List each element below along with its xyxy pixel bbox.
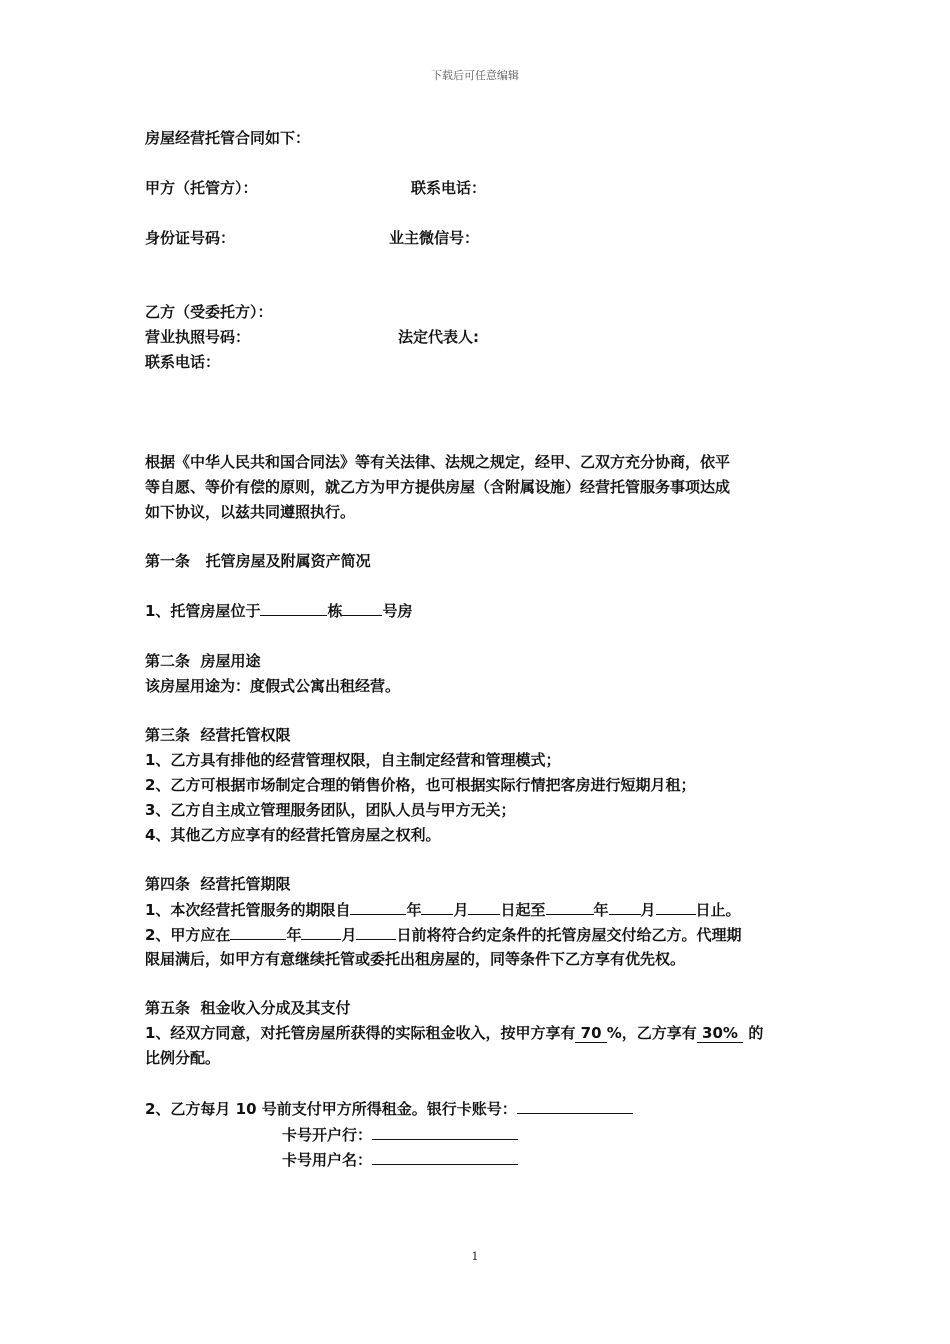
bank-name-row [282,1124,518,1145]
preamble-line: 根据《中华人民共和国合同法》等有关法律、法规之规定，经甲、乙双方充分协商，依平 [145,453,731,471]
preamble-line: 等自愿、等价有偿的原则，就乙方为甲方提供房屋（含附属设施）经营托管服务事项达成 [145,478,731,496]
preamble-line: 如下协议，以兹共同遵照执行。 [145,503,356,521]
split-text-2: %，乙方享有 [606,1024,697,1042]
party-a-share: 70 [575,1024,607,1042]
article4-title: 第四条 经营托管期限 [145,875,291,893]
payment-text: 2、乙方每月 10 号前支付甲方所得租金。银行卡账号： [145,1100,517,1118]
article1-item-suffix: 号房 [382,602,413,620]
blank-line [421,899,453,915]
month-label: 月 [341,926,357,944]
month-label: 月 [453,901,469,919]
article3-title: 第三条 经营托管权限 [145,726,291,744]
article5-item1 [145,1023,763,1043]
party-b-share: 30% [696,1024,744,1042]
blank-line [372,1149,518,1165]
blank-line [342,600,382,616]
party-b-license-label: 营业执照号码： [145,328,251,346]
contract-intro: 房屋经营托管合同如下： [145,129,311,147]
page-header: 下载后可任意编辑 [431,69,519,82]
delivery-rest: 日前将符合约定条件的托管房屋交付给乙方。代理期 [396,926,742,944]
year-label: 年 [406,901,422,919]
blank-line [656,899,696,915]
article1-title: 第一条 托管房屋及附属资产简况 [145,552,371,570]
party-b-label: 乙方（受委托方）： [145,303,273,321]
year-label: 年 [593,901,609,919]
article3-item: 4、其他乙方应享有的经营托管房屋之权利。 [145,826,441,844]
blank-line [546,899,594,915]
day-to-label: 日止。 [695,901,741,919]
party-a-id-label: 身份证号码： [145,229,236,247]
term-start-text: 1、本次经营托管服务的期限自 [145,901,351,919]
account-name-label: 卡号用户名： [282,1151,373,1169]
party-a-wechat-label: 业主微信号： [389,229,480,247]
day-from-label: 日起至 [500,901,546,919]
split-text: 1、经双方同意，对托管房屋所获得的实际租金收入，按甲方享有 [145,1024,576,1042]
article2-title: 第二条 房屋用途 [145,652,261,670]
article1-item-mid: 栋 [327,602,343,620]
bank-label: 卡号开户行： [282,1126,373,1144]
article1-item-prefix: 1、托管房屋位于 [145,602,261,620]
blank-line [468,899,500,915]
account-name-row [282,1149,518,1170]
party-b-rep-label: 法定代表人: [398,328,479,346]
year-label: 年 [286,926,302,944]
blank-line [260,600,327,616]
blank-line [609,899,641,915]
article2-body: 该房屋用途为：度假式公寓出租经营。 [145,677,401,695]
month-label: 月 [640,901,656,919]
article4-item2 [145,924,742,945]
blank-line [517,1098,633,1114]
blank-line [301,924,341,940]
article4-item1 [145,899,741,920]
article3-item: 2、乙方可根据市场制定合理的销售价格，也可根据实际行情把客房进行短期月租； [145,776,696,794]
split-text-3: 的 [743,1024,764,1042]
article1-item [145,600,412,621]
blank-line [356,924,396,940]
article3-item: 1、乙方具有排他的经营管理权限，自主制定经营和管理模式； [145,751,561,769]
blank-line [230,924,286,940]
article5-item2 [145,1098,633,1119]
page-number: 1 [471,1250,479,1263]
blank-line [350,899,406,915]
blank-line [372,1124,518,1140]
party-a-phone-label: 联系电话： [411,179,487,197]
article5-item1-line2: 比例分配。 [145,1049,221,1067]
party-b-phone-label: 联系电话： [145,353,221,371]
delivery-text: 2、甲方应在 [145,926,231,944]
article4-item2-line2: 限届满后，如甲方有意继续托管或委托出租房屋的，同等条件下乙方享有优先权。 [145,950,686,968]
article5-title: 第五条 租金收入分成及其支付 [145,999,351,1017]
article3-item: 3、乙方自主成立管理服务团队，团队人员与甲方无关； [145,801,516,819]
party-a-label: 甲方（托管方）： [145,179,258,197]
